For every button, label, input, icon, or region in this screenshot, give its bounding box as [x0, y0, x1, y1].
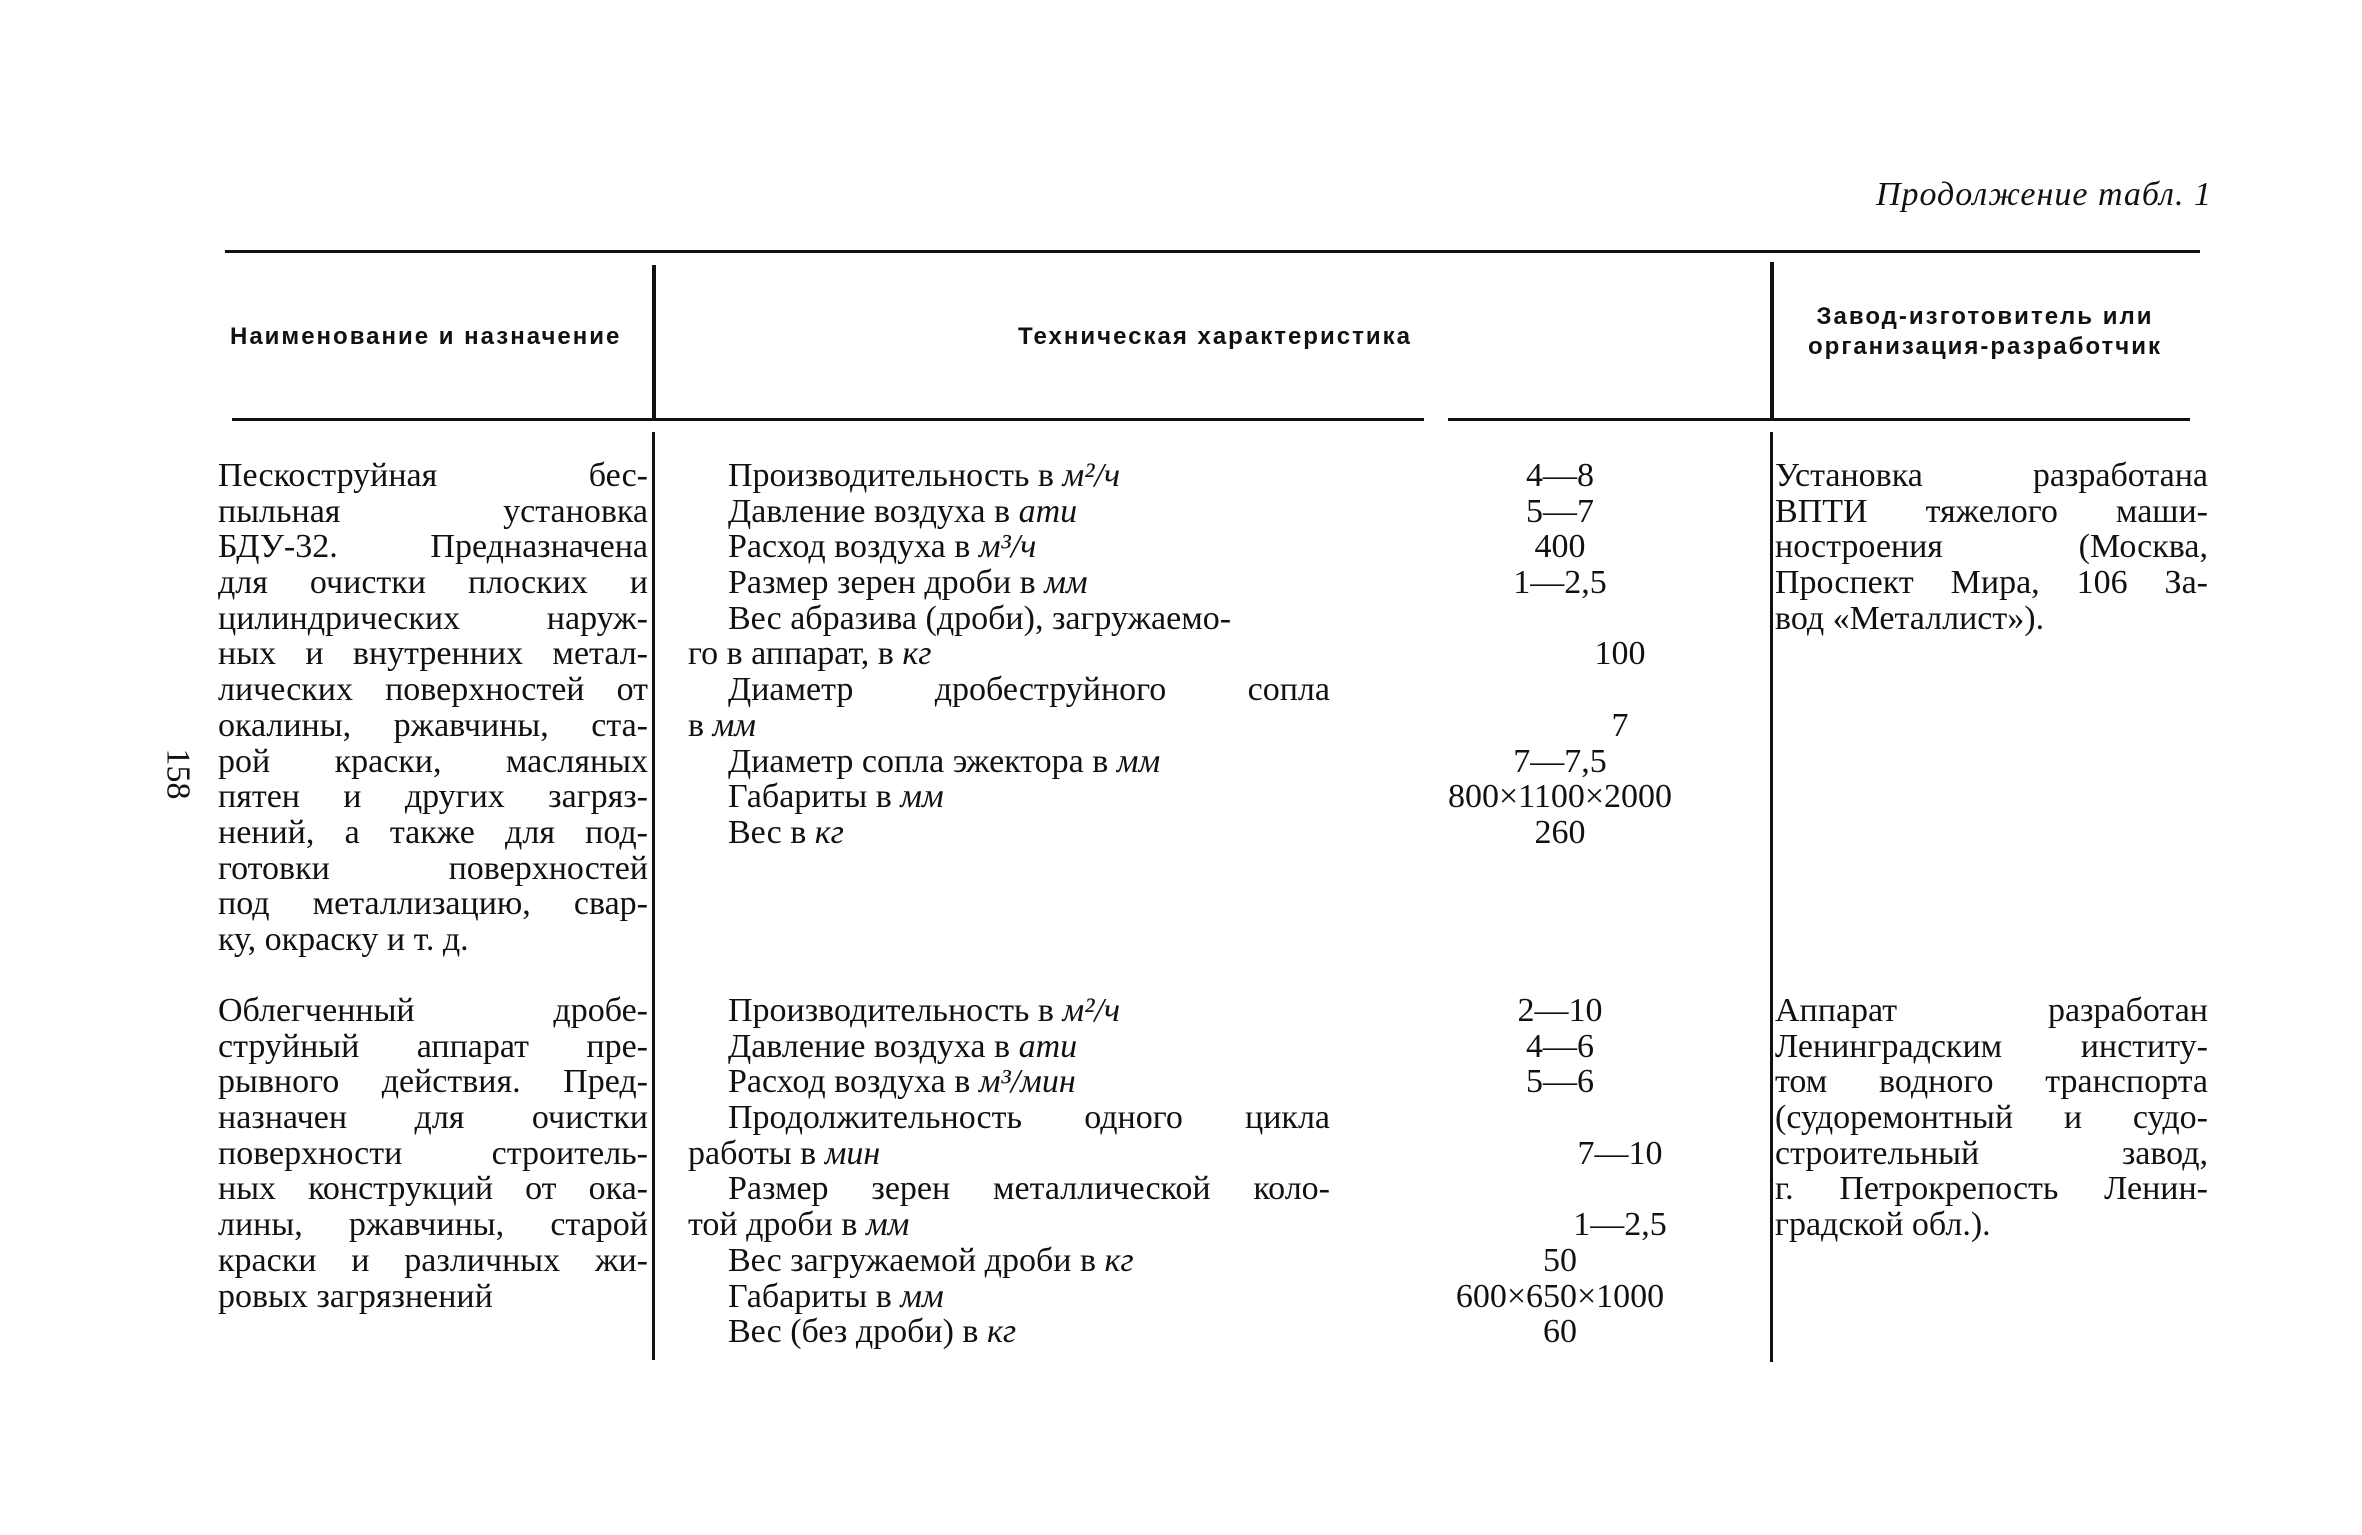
- param-value: 60: [1543, 1313, 1577, 1351]
- param-value: [1400, 1171, 1720, 1207]
- org-line: г. Петрокрепость Ленин-: [1775, 1170, 2208, 1208]
- header-tech: Техническая характеристика: [1018, 323, 1412, 350]
- param-label: [690, 1243, 1330, 1279]
- param-text: работы в: [688, 1134, 825, 1172]
- desc-line: ровых загрязнений: [218, 1277, 493, 1315]
- param-label: [688, 708, 1330, 744]
- desc-line: пыльная установка: [218, 492, 648, 530]
- param-text: Габариты в: [728, 1277, 901, 1315]
- param-label: [690, 1029, 1330, 1065]
- org-line: строительный завод,: [1775, 1134, 2208, 1172]
- param-label: [690, 458, 1330, 494]
- param-unit: мин: [824, 1134, 881, 1172]
- desc-line: рой краски, масляных: [218, 742, 648, 780]
- desc-line: ных и внутренних метал-: [218, 635, 648, 673]
- param-label: [690, 672, 1330, 708]
- param-text: Расход воздуха в: [728, 1063, 979, 1101]
- param-unit: ати: [1018, 1027, 1078, 1065]
- row-1-organization: [1775, 458, 2208, 636]
- org-line: (судоремонтный и судо-: [1775, 1099, 2208, 1137]
- param-unit: кг: [986, 1313, 1017, 1351]
- desc-line: БДУ-32. Предназначена: [218, 528, 648, 566]
- param-value: 7—10: [1577, 1134, 1663, 1172]
- param-unit: мм: [1116, 742, 1161, 780]
- param-label: [690, 601, 1330, 637]
- org-line: ВПТИ тяжелого маши-: [1775, 492, 2208, 530]
- param-unit: кг: [814, 813, 844, 851]
- param-label: [690, 815, 1330, 851]
- row-2-organization: [1775, 993, 2208, 1243]
- desc-line: цилиндрических наруж-: [218, 599, 648, 637]
- param-value: [1400, 672, 1720, 708]
- desc-line: лины, ржавчины, старой: [218, 1206, 648, 1244]
- org-line: ностроения (Москва,: [1775, 528, 2208, 566]
- org-line: вод «Металлист»).: [1775, 599, 2045, 637]
- param-text: Вес абразива (дроби), загружаемо-: [728, 599, 1232, 637]
- desc-line: рывного действия. Пред-: [218, 1063, 648, 1101]
- param-value: 4—6: [1526, 1027, 1594, 1065]
- desc-line: под металлизацию, свар-: [218, 885, 648, 923]
- desc-line: Облегченный дробе-: [218, 992, 648, 1029]
- param-text: той дроби в: [688, 1206, 866, 1244]
- row-1-params: [690, 458, 1330, 851]
- desc-line: лических поверхностей от: [218, 671, 648, 709]
- top-rule: [225, 250, 2200, 253]
- param-value: 5—7: [1526, 492, 1594, 530]
- org-line: Аппарат разработан: [1775, 992, 2208, 1029]
- param-label: [690, 565, 1330, 601]
- param-text: в: [688, 706, 713, 744]
- param-text: Вес в: [728, 813, 815, 851]
- desc-line: ных конструкций от ока-: [218, 1170, 648, 1208]
- header-name: Наименование и назначение: [230, 323, 622, 350]
- param-label: [690, 529, 1330, 565]
- param-unit: мм: [712, 706, 756, 744]
- param-unit: мм: [865, 1206, 910, 1244]
- param-value: 400: [1534, 528, 1586, 566]
- org-line: Установка разработана: [1775, 457, 2208, 494]
- param-label: [690, 1279, 1330, 1315]
- param-unit: мм: [1044, 564, 1088, 602]
- column-divider-1-body: [652, 432, 655, 1360]
- header-org-line: Завод-изготовитель или: [1816, 303, 2154, 330]
- param-text: Продолжительность одного цикла: [728, 1099, 1330, 1137]
- param-unit: м²/ч: [1062, 457, 1121, 494]
- param-value: 5—6: [1526, 1063, 1594, 1101]
- header-rule-right: [1448, 418, 2190, 421]
- param-label: [688, 636, 1330, 672]
- param-value: 1—2,5: [1573, 1206, 1667, 1244]
- header-org-line: организация-разработчик: [1808, 333, 2162, 360]
- param-label: [690, 1171, 1330, 1207]
- desc-line: назначен для очистки: [218, 1099, 648, 1137]
- param-value: 600×650×1000: [1455, 1277, 1665, 1315]
- org-line: градской обл.).: [1775, 1206, 1991, 1244]
- param-text: Габариты в: [728, 778, 901, 816]
- column-divider-2: [1770, 262, 1774, 418]
- param-text: Диаметр дробеструйного сопла: [728, 671, 1330, 709]
- param-text: Диаметр сопла эжектора в: [728, 742, 1117, 780]
- desc-line: для очистки плоских и: [218, 564, 648, 602]
- column-divider-2-body: [1770, 432, 1773, 1362]
- param-text: Производительность в: [728, 992, 1063, 1029]
- param-value: 7: [1611, 706, 1629, 744]
- param-unit: мм: [900, 1277, 944, 1315]
- param-label: [688, 1136, 1330, 1172]
- param-value: 1—2,5: [1513, 564, 1607, 602]
- param-value: 2—10: [1517, 992, 1603, 1029]
- param-text: Давление воздуха в: [728, 492, 1019, 530]
- param-unit: кг: [1104, 1241, 1134, 1279]
- row-2-values: [1400, 993, 1720, 1350]
- param-label: [688, 1207, 1330, 1243]
- param-text: Размер зерен дроби в: [728, 564, 1045, 602]
- param-unit: м²/ч: [1062, 992, 1121, 1029]
- param-text: Вес (без дроби) в: [728, 1313, 987, 1351]
- param-value: 260: [1534, 813, 1586, 851]
- row-2-params: [690, 993, 1330, 1350]
- param-label: [690, 744, 1330, 780]
- param-text: Вес загружаемой дроби в: [728, 1241, 1105, 1279]
- desc-line: поверхности строитель-: [218, 1134, 648, 1172]
- param-value: 50: [1543, 1241, 1577, 1279]
- param-label: [690, 993, 1330, 1029]
- param-text: Расход воздуха в: [728, 528, 979, 566]
- param-unit: мм: [900, 778, 944, 816]
- param-text: Давление воздуха в: [728, 1027, 1019, 1065]
- param-unit: м³/ч: [978, 528, 1037, 566]
- param-unit: м³/мин: [978, 1063, 1076, 1101]
- table-caption: Продолжение табл. 1: [1875, 176, 2212, 213]
- org-line: Ленинградским институ-: [1775, 1027, 2208, 1065]
- desc-line: струйный аппарат пре-: [218, 1027, 648, 1065]
- param-value: 800×1100×2000: [1447, 778, 1673, 816]
- row-2-description: [218, 993, 648, 1314]
- param-text: Производительность в: [728, 457, 1063, 494]
- org-line: Проспект Мира, 106 За-: [1775, 564, 2208, 602]
- param-text: го в аппарат, в: [688, 635, 903, 673]
- param-value: [1400, 1100, 1720, 1136]
- param-value: 7—7,5: [1513, 742, 1607, 780]
- param-label: [690, 1064, 1330, 1100]
- param-text: Размер зерен металлической коло-: [728, 1170, 1330, 1208]
- param-label: [690, 1314, 1330, 1350]
- param-label: [690, 779, 1330, 815]
- org-line: том водного транспорта: [1775, 1063, 2208, 1101]
- desc-line: готовки поверхностей: [218, 849, 648, 887]
- desc-line: пятен и других загряз-: [218, 778, 648, 816]
- desc-line: краски и различных жи-: [218, 1241, 648, 1279]
- desc-line: Пескоструйная бес-: [218, 457, 648, 494]
- param-label: [690, 494, 1330, 530]
- header-rule-left: [232, 418, 1424, 421]
- desc-line: окалины, ржавчины, ста-: [218, 706, 648, 744]
- param-value: 4—8: [1526, 457, 1594, 494]
- desc-line: нений, а также для под-: [218, 813, 648, 851]
- row-1-description: [218, 458, 648, 958]
- header-org: [1775, 302, 2195, 362]
- row-1-values: [1400, 458, 1720, 851]
- param-unit: ати: [1018, 492, 1078, 530]
- param-value: [1400, 601, 1720, 637]
- param-unit: кг: [902, 635, 932, 673]
- param-label: [690, 1100, 1330, 1136]
- page-number: 158: [159, 748, 197, 800]
- param-value: 100: [1594, 635, 1646, 673]
- desc-line: ку, окраску и т. д.: [218, 920, 469, 958]
